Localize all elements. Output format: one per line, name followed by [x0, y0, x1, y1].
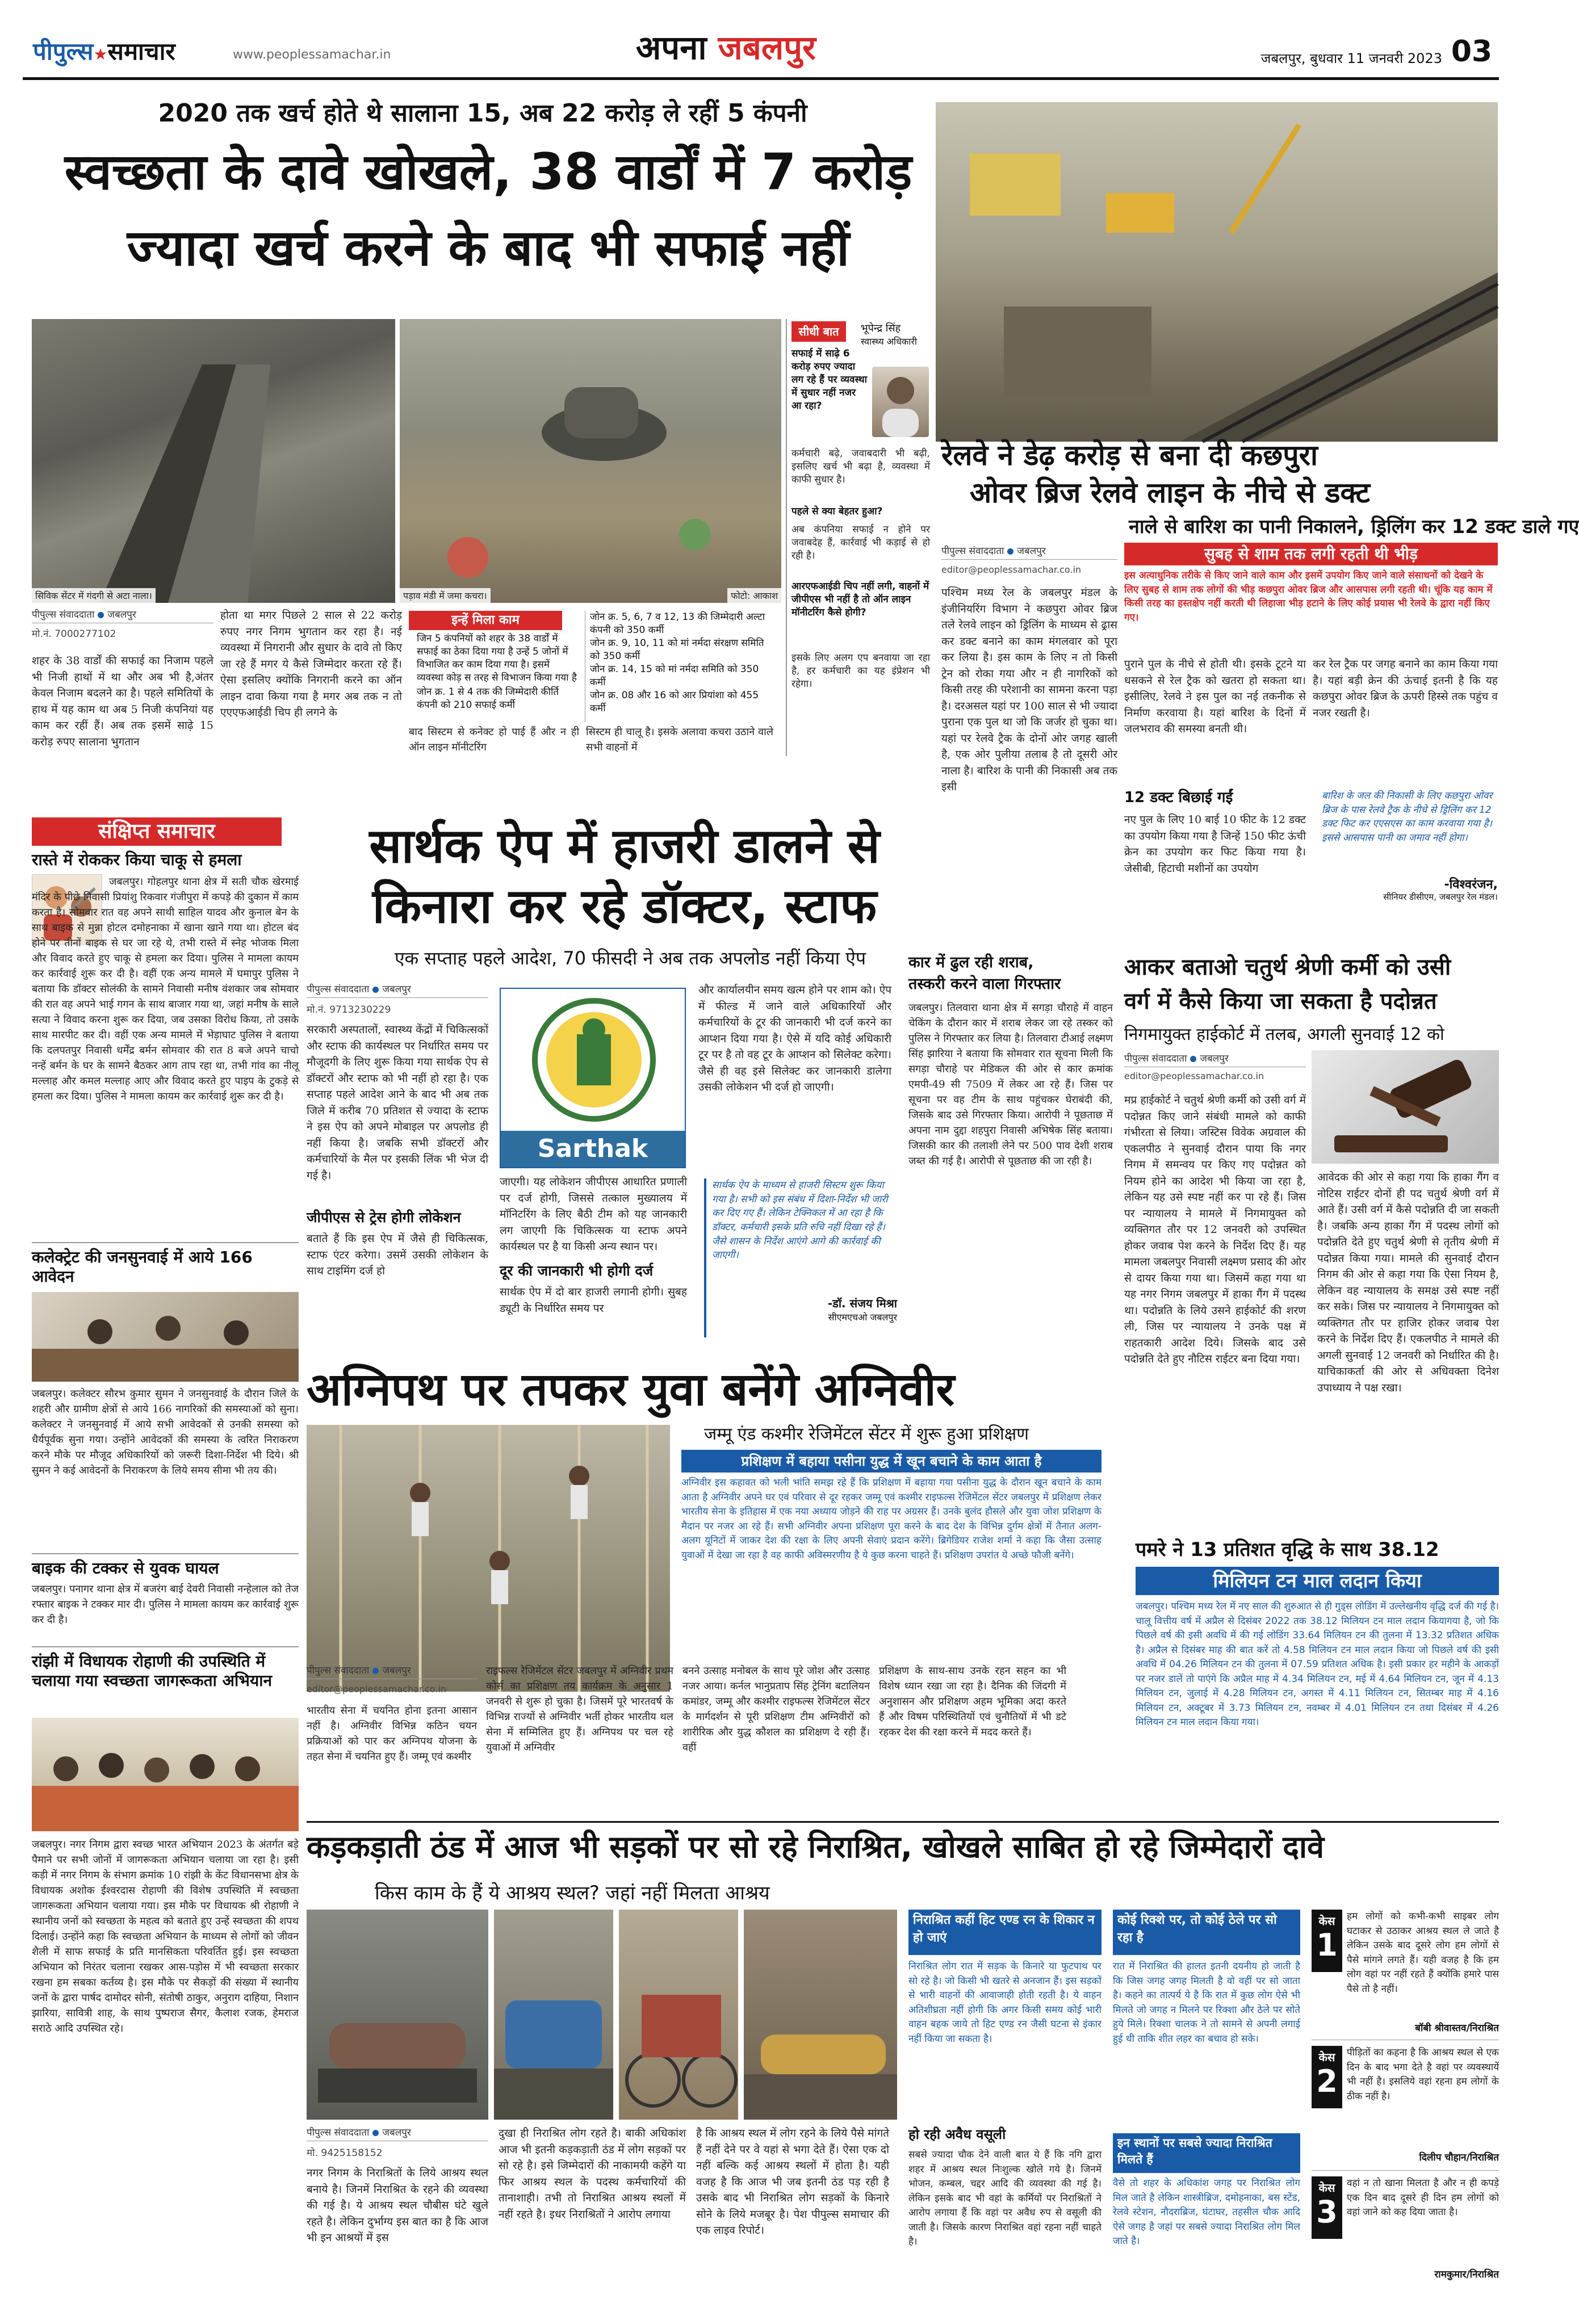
agnipath-story	[307, 1362, 1124, 1692]
gavel-icon	[1312, 1050, 1499, 1164]
logo-word-1: पीपुल्स	[33, 37, 94, 65]
case-1-name: बॉबी श्रीवास्तव/निराश्रित	[1415, 2023, 1499, 2034]
sleeping-person-illustration	[307, 1910, 488, 2120]
byline	[32, 607, 213, 623]
case-1-text: हम लोगों को कभी-कभी साइबर लोग घटाकर से उठाकर आश्रय स्थल ले जाते है लेकिन उसके बाद दूसरे लोग हम लोगों से पैसे मांगने लगते हैं। यही वजह है कि हम लोग वहां पर नहीं रहते हैं क्योंकि हमारे पास पैसे तो है नहीं।	[1347, 1911, 1499, 1995]
section-word-2: जबलपुर	[718, 28, 816, 67]
sanitation-story	[23, 85, 931, 817]
body-col-3: बाद सिस्टम से कनेक्ट हो पाई हैं और न ही ऑन लाइन मॉनीटरिंग	[409, 726, 579, 753]
court-subhead: निगमायुक्त हाईकोर्ट में तलब, अगली सुनवाई 12 को	[1124, 1025, 1444, 1044]
kicker: 2020 तक खर्च होते थे सालाना 15, अब 22 करोड़ ले रहीं 5 कंपनी	[158, 99, 807, 128]
byline-city: जबलपुर	[107, 609, 136, 620]
brief-b3: जबलपुर। पनागर थाना क्षेत्र में बजरंग बाई देवरी निवासी नन्हेलाल को तेज रफ्तार बाइक ने टक्कर मार दी। पुलिस ने मामला कायम कर कार्रवाई शुरू कर दी है।	[32, 1583, 299, 1626]
official-name: भूपेन्द्र सिंह	[861, 322, 901, 334]
sarthak-byline	[307, 982, 488, 998]
person-icon	[872, 367, 929, 437]
dateline: जबलपुर, बुधवार 11 जनवरी 2023	[1260, 51, 1442, 66]
liquor-body: जबलपुर। तिलवारा थाना क्षेत्र में सगड़ा चौराहे में वाहन चेकिंग के दौरान कार में शराब लेकर जा रहे तस्कर को पुलिस ने गिरफ्तार कर लिया है। तिलवारा टीआई लक्ष्मण सिंह झारिया ने बताया कि सोमवार रात सूचना मिली कि सगड़ा चौराहे पर मेडिकल की ओर से कार क्रमांक एमपी-49 सी 7509 में लेकर आ रहे हैं। जिस पर सूचना पर वह टीम के साथ पहुंचकर घेराबंदी की, जिसके बाद उसे गिरफ्तार किया। आरोपी ने पूछताछ में अपना नाम दुद्दा शहपुरा निवासी अभिषेक सिंह बताया। जिसकी कार की तलाशी लेने पर 500 पाव देशी शराब जब्त की गई है। आरोपी से पूछताछ की जा रही है।	[908, 1002, 1113, 1167]
logo	[33, 37, 237, 66]
page-number: 03	[1451, 35, 1493, 69]
byline-dot-icon	[372, 1668, 379, 1674]
byline-name: पीपुल्स संवाददाता	[32, 609, 95, 620]
case-3-name: रामकुमार/निराश्रित	[1434, 2269, 1499, 2280]
rail-subhead-2: 12 डक्ट बिछाई गईं	[1124, 789, 1233, 806]
brief-b1: जबलपुर। गोहलपुर थाना क्षेत्र में सती चौक खेरमाई मंदिर के पीछे निवासी प्रियांशु रिकवार गंजीपुरा में कपड़े की दुकान में काम करता है। सोमवार रात वह अपने साथी साहिल यादव और कुनाल बेन के साथ बाइक से मुन्ना होटल दमोहनाका में खाना खाने गया था। होटल बंद होने पर तीनों बाइक से घर जा रहे थे, तभी रास्ते में स्नेह भोजक मिला और विवाद करते हुए चाकू से हमला कर दिया। पुलिस ने मामला कायम कर कार्रवाई शुरू कर दी है। वहीं एक अन्य मामले में घमापुर पुलिस ने बताया कि डॉक्टर सोलंकी के सामने निवासी मनीष वंशकार जब सोमवार की रात वह अपने भाई गगन के साथ बाजार गया था, जहां मनीष के साले सत्या ने विवाद करना शुरू कर दिया, जब उसका विरोध किया, तो उसके साथ मारपीट कर दी। वहीं एक अन्य मामले में भेड़ाघाट पुलिस ने बताया कि दलपतपुर निवासी धर्मेंद्र बर्मन सोमवार की रात 8 बजे अपने चाचो नन्हें बर्मन के घर के सामने बैठकर आग ताप रहा था, तभी गांव का नीलू मल्लाह और कमल मल्लाह आए और विवाद करते हुए पाइप के टुकड़े से हमला कर दिया। पुलिस ने मामला कायम कर कार्रवाई शुरू कर दी है।	[32, 876, 299, 1102]
side1-sub: हो रही अवैध वसूली	[908, 2126, 1006, 2142]
sarthak-logo	[500, 988, 686, 1168]
agnipath-bluebar: प्रशिक्षण में बहाया पसीना युद्ध में खून बचाने के काम आता है	[681, 1450, 1101, 1473]
agnipath-subhead: जम्मू एंड कश्मीर रेजिमेंटल सेंटर में शुरू हुआ प्रशिक्षण	[704, 1424, 1029, 1444]
rail-subhead: नाले से बारिश का पानी निकालने, ड्रिलिंग कर 12 डक्ट डाले गए	[1129, 515, 1579, 538]
case-3	[1312, 2176, 1499, 2301]
agnipath-intro: अग्निवीर इस कहावत को भली भांति समझ रहे हैं कि प्रशिक्षण में बहाया गया पसीना युद्ध के दौरान खून बचाने के काम आता है अग्निवीर अपने घर एवं परिवार से दूर रहकर जम्मू एवं कश्मीर राइफल्स रेजिमेंटल सेंटर जबलपुर में प्रशिक्षण लेकर भारतीय सेना के इतिहास में एक नया अध्याय जोड़ने की राह पर अग्रसर हैं। उनके बुलंद हौसले और युवा जोश प्रशिक्षण के मैदान पर नजर आ रहे हैं। सभी अग्निवीर अपना प्रशिक्षण पूरा करने के बाद देश के विभिन्न दुर्गम क्षेत्रों में तैनात अलग-अलग यूनिटों में जाकर देश की रक्षा के लिए अपनी सेवाएं प्रदान करेंगे। ब्रिगेडियर राजेश शर्मा ने कहा कि जैसा उत्साह युवाओं में देखा जा रहा है वह काफी अविस्मरणीय है ये कुछ करना चाहते हैं। प्रशिक्षण उपरांत ये अच्छे फौजी बनेंगे।	[681, 1477, 1101, 1561]
cold-rule	[307, 1821, 1499, 1823]
brief-photo-collectorate	[32, 1292, 299, 1382]
side2-body-2: वैसे तो शहर के अधिकांश जगह पर निराश्रित लोग मिल जाते है लेकिन शास्त्रीब्रिज, दमोहनाका, बस स्टेंड, रेलवे स्टेशन, नौदराब्रिज, घंटाघर, तहसील चौक आदि ऐसे जगह है जहां पर सबसे ज्यादा निराश्रित लोग मिल जाते है।	[1113, 2178, 1300, 2247]
liquor-headline-1: कार में ढुल रही शराब,	[908, 954, 1034, 971]
sarthak-col-3: और कार्यालयीन समय खत्म होने पर शाम को। ऐप में फील्ड में जाने वाले अधिकारियों और कर्मचारियों के टूर की जानकारी भी दर्ज करने का आप्शन दिया गया है। ऐसे में यदि कोई अधिकारी टूर पर है तो वह टूर के आप्शन को सिलेक्ट करेगा। जैसे ही वह इसे सिलेक्ट कर जानकारी डालेगा उसकी लोकेशन भी दर्ज हो जाएगी।	[698, 984, 891, 1093]
railway-illustration	[936, 102, 1498, 442]
body-col-4: सिस्टम ही चालू है। इसके अलावा कचरा उठाने वाले सभी वाहनों में	[586, 726, 773, 753]
byline-dot-icon	[98, 612, 104, 618]
case-number: 3	[1316, 2194, 1338, 2230]
rail-headline-2: ओवर ब्रिज रेलवे लाइन के नीचे से डक्ट	[970, 476, 1370, 509]
brief-b2: जबलपुर। कलेक्टर सौरभ कुमार सुमन ने जनसुनवाई के दौरान जिले के शहरी और ग्रामीण क्षेत्रों से आये 166 नागरिकों की समस्याओं को सुना। कलेक्टर ने जनसुनवाई में आये सभी आवेदकों से उनकी समस्या को धैर्यपूर्वक सुना गया। उन्होंने आवेदकों की समस्या के त्वरित निराकरण करने मौके पर मौजूद अधिकारियों को जरूरी दिशा-निर्देश भी दिये। श्री सुमन ने कई आवेदनों के निराकरण के लिये समय सीमा भी तय की।	[32, 1388, 299, 1476]
headline-line-2: ज्यादा खर्च करने के बाद भी सफाई नहीं	[127, 219, 850, 277]
rail-body-col-3: कर रेल ट्रैक पर जगह बनाने का काम किया गया है। यहां बड़ी क्रेन की ऊंचाई इतनी है कि यह कछपुरा ओवर ब्रिज के ऊपरी हिस्से तक पहुंच व नजर रखती है।	[1313, 658, 1498, 719]
case-3-badge	[1312, 2176, 1342, 2239]
official-role: स्वास्थ्य अधिकारी	[861, 336, 918, 347]
case-label: केस	[1318, 2050, 1335, 2064]
brief-h4: रांझी में विधायक रोहाणी की उपस्थिति में चलाया गया स्वच्छता जागरूकता अभियान	[32, 1652, 272, 1690]
brief-divider-1	[32, 1242, 299, 1243]
cold-photo-1	[307, 1910, 488, 2120]
question-2: पहले से क्या बेहतर हुआ?	[791, 506, 883, 517]
railway-duct-story	[936, 85, 1579, 908]
question-3: आरएफआईडी चिप नहीं लगी, वाहनों में जीपीएस भी नहीं है तो ऑन लाइन मॉनीटरिंग कैसे होगी?	[791, 581, 929, 618]
agnipath-col-3: बनने उत्साह मनोबल के साथ पूरे जोश और उत्साह नजर आया। कर्नल भानुप्रताप सिंह ट्रेनिंग बटालियन कमांडर, जम्मू और कश्मीर राइफल्स रेजिमेंटल सेंटर के मार्गदर्शन से पूरी प्रशिक्षण टीम अग्निवीरों को शारीरिक और युद्ध कौशल का प्रशिक्षण दे रही हैं। वहीं	[682, 1665, 870, 1754]
court-email[interactable]: editor@peoplessamachar.co.in	[1124, 1071, 1264, 1081]
cold-photo-4	[744, 1910, 897, 2120]
rail-headline-1: रेलवे ने डेढ़ करोड़ से बना दी कछपुरा	[941, 439, 1318, 472]
garbage-illustration	[400, 319, 781, 603]
brief-divider-2	[32, 1553, 299, 1554]
byline-name: पीपुल्स संवाददाता	[941, 546, 1004, 557]
side2-title: कोई रिक्शे पर, तो कोई ठेले पर सो रहा है	[1113, 1910, 1300, 1955]
cold-photo-3	[619, 1910, 738, 2120]
body-col-1: शहर के 38 वार्डों की सफाई का निजाम पहले भी निजी हाथों में था और अब भी है,अंतर केवल निजाम बदलने का है। पहले समितियों के हाथ में यह काम था अब 5 निजी कंपनियां यह काम कर रहीं हैं। अब तक इसमें साढ़े 15 करोड़ रुपए सालाना भुगतान	[32, 655, 213, 748]
byline-dot-icon	[372, 987, 379, 993]
rail-redbar: सुबह से शाम तक लगी रहती थी भीड़	[1124, 543, 1498, 565]
answer-2: अब कंपनिया सफाई न होने पर जवाबदेह हैं, कार्रवाई भी कड़ाई से हो रही है।	[791, 524, 930, 561]
rope-climb-illustration	[307, 1425, 670, 1692]
photo-garbage	[400, 319, 781, 603]
cold-byline	[307, 2125, 488, 2141]
brief-divider-3	[32, 1646, 299, 1647]
cold-story	[307, 1824, 1499, 2313]
byline-city: जबलपुर	[382, 2127, 411, 2138]
agnipath-byline	[307, 1663, 477, 1679]
court-body-2: आवेदक की ओर से कहा गया कि हाका गैंग व नोटिस राईटर दोनों ही पद चतुर्थ श्रेणी वर्ग में आते हैं। उसी वर्ग में कैसे पदोन्नति दी जा सकती है। जबकि अन्य हाका गैंग में पदस्थ लोगों को पदोन्नति देते हुए चतुर्थ श्रेणी से तृतीय श्रेणी में पदोन्नत किया गया। मामले की सुनवाई दौरान निगम की ओर से कहा गया कि ऐसा नियम है, लेकिन वह न्यायालय के समक्ष उसे स्पष्ट नहीं कर सके। जिस पर न्यायालय ने निगमायुक्त को व्यक्तिगत तौर पर हाजिर होकर जवाब पेश करने के निर्देश दिए हैं। एकलपीठ ने मामले की अगली सुनवाई 12 जनवरी को निर्धारित की है। याचिकाकर्ता की ओर से अधिवक्ता दिनेश उपाध्याय ने पक्ष रखा।	[1317, 1171, 1499, 1394]
sarthak-mobile: मो.नं. 9713230229	[307, 1004, 391, 1016]
headline-line-1: स्वच्छता के दावे खोखले, 38 वार्डों में 7 करोड़	[64, 142, 912, 201]
info-list-1	[409, 632, 579, 722]
info-box-title: इन्हें मिला काम	[409, 611, 562, 630]
brief-title: संक्षिप्त समाचार	[32, 817, 282, 846]
sarthak-quote-role: सीएमएचओ जबलपुर	[828, 1312, 897, 1323]
byline-city: जबलपुर	[382, 1665, 411, 1676]
freight-headline-2: मिलियन टन माल लदान किया	[1136, 1567, 1499, 1595]
case-number: 1	[1316, 1927, 1338, 1963]
sarthak-headline-2: किनारा कर रहे डॉक्टर, स्टाफ	[372, 878, 877, 934]
sarthak-quote-name: -डॉ. संजय मिश्रा	[827, 1297, 897, 1310]
site-url[interactable]: www.peoplessamachar.in	[233, 48, 391, 62]
cold-mobile: मो. 9425158152	[307, 2147, 383, 2159]
seedhi-baat-box	[786, 319, 931, 756]
byline-name: पीपुल्स संवाददाता	[307, 2127, 370, 2138]
court-headline-2: वर्ग में कैसे किया जा सकता है पदोन्नत	[1124, 988, 1437, 1014]
masthead	[0, 0, 1521, 79]
cold-headline: कड़कड़ाती ठंड में आज भी सड़कों पर सो रहे निराश्रित, खोखले साबित हो रहे जिम्मेदारों दावे	[307, 1829, 1324, 1865]
rail-body-col-4: नए पुल के लिए 10 बाई 10 फीट के 12 डक्ट का उपयोग किया गया है जिन्हें 150 फीट ऊंची क्रेन का उपयोग कर फिट किया गया है। जेसीबी, हिटाची मशीनों का उपयोग	[1124, 813, 1306, 875]
case-2-badge	[1312, 2046, 1342, 2108]
photo1-caption: सिविक सेंटर में गंदगी से अटा नाला।	[32, 588, 156, 603]
blanket-illustration	[494, 1910, 613, 2120]
brief-news-column	[23, 817, 301, 2305]
gavel-illustration	[1312, 1050, 1499, 1164]
meeting-illustration	[32, 1292, 299, 1382]
brief-h1: रास्ते में रोककर किया चाकू से हमला	[32, 850, 242, 869]
sarthak-subhead: एक सप्ताह पहले आदेश, 70 फीसदी ने अब तक अपलोड नहीं किया ऐप	[394, 947, 866, 969]
masthead-rule	[23, 77, 1499, 80]
byline-dot-icon	[1190, 1056, 1196, 1062]
rail-body-col-1: पश्चिम मध्य रेल के जबलपुर मंडल के इंजीनियरिंग विभाग ने कछपुरा ओवर ब्रिज तले रेलवे लाइन को ड्रिलिंग के माध्यम से ढ्रास कर डक्ट बनाने का काम मंगलवार को पूरा कर लिया है। इस काम के लिए न तो किसी ट्रेन को रोका गया और न ही नागरिकों को किसी तरह की परेशानी का सामना करना पड़ा है। दरअसल यहां पर 100 साल से भी ज्यादा पुराना एक पुल था जो कि जर्जर हो चुका था। यहां पर रेलवे ट्रैक के दोनों ओर जगह खाली है, एक ओर पुलीया तलाब है तो दूसरी ओर नाला है। बारिश के पानी की निकासी अब तक इसी	[941, 586, 1117, 793]
photo-drain	[32, 319, 395, 603]
byline-name: पीपुल्स संवाददाता	[1124, 1053, 1187, 1064]
case-2	[1312, 2046, 1499, 2171]
photo2-caption: पड़ाव मंडी में जमा कचरा।	[400, 588, 491, 603]
crowd-illustration	[32, 1718, 299, 1831]
case-3-text: वहां न तो खाना मिलता है और न ही कपड़े एक दिन बाद दूसरे ही दिन हम लोगों को वहां जाने को कह दिया जाता है।	[1347, 2178, 1499, 2218]
sarthak-emblem-icon	[501, 989, 687, 1131]
sarthak-headline-1: सार्थक ऐप में हाजरी डालने से	[369, 818, 880, 874]
info-item: जोन क्र. 1 से 4 तक की जिम्मेदारी कीर्ति कंपनी को 210 सफाई कर्मी	[417, 686, 559, 711]
section-title	[636, 28, 931, 74]
rail-quote-role: सीनियर डीसीएम, जबलपुर रेल मंडल।	[1383, 892, 1498, 902]
reporter-mobile: मो.नं. 7000277102	[32, 628, 116, 640]
court-body-1: मप्र हाईकोर्ट ने चतुर्थ श्रेणी कर्मी को उसी वर्ग में पदोन्नत किए जाने संबंधी मामले को काफी गंभीरता से लिया। जस्टिस विवेक अग्रवाल की एकलपीठ ने सुनवाई दौरान पाया कि नगर निगम में समन्वय पर किए गए पदोन्नत को नियम होने का आदेश भी किया जा रहा है, लेकिन यह उसे स्पष्ट नहीं कर पा रहे हैं। जिस पर न्यायालय ने मामले में निगमायुक्त को व्यक्तिगत तौर पर 12 जनवरी को उपस्थित होकर जवाब पेश करने के निर्देश दिए हैं। यह मामला जबलपुर निवासी लक्ष्मण प्रसाद की ओर से दायर किया गया था। जिसमें कहा गया था यह नगर निगम जबलपुर में हाका गैंग में पदस्थ था। पदोन्नति के लिये उसने हाईकोर्ट की शरण ली, जिस पर न्यायालय ने उनके पक्ष में राहतकारी आदेश दिये। जिसके बाद उसे पदोन्नति देते हुए नौटिस राईटर बना दिया गया।	[1124, 1094, 1306, 1365]
cold-side-2	[1113, 1910, 1300, 2307]
official-photo	[872, 367, 929, 437]
rail-freight-story	[1136, 1538, 1499, 1805]
sarthak-sub-2: दूर की जानकारी भी होगी दर्ज	[500, 1262, 654, 1279]
rail-red-intro: इस अत्याधुनिक तरीके से किए जाने वाले काम और इसमें उपयोग किए जाने वाले संसाधनों को देखने के लिए सुबह से शाम तक लोगों की भीड़ कछपुरा ओवर ब्रिज और आसपास लगी रहती थी। चूंकि यह काम में किसी तरह का हस्तक्षेप नहीं करती थी लिहाजा भीड़ हटाने के लिए कोई प्रयास भी रेलवे के द्वारा नहीं किए गए।	[1124, 570, 1493, 623]
byline-name: पीपुल्स संवाददाता	[307, 984, 370, 995]
cold-subhead: किस काम के हैं ये आश्रय स्थल? जहां नहीं मिलता आश्रय	[375, 1882, 770, 1904]
info-item: जिन 5 कंपनियों को शहर के 38 वार्डों में सफाई का ठेका दिया गया है उन्हें 5 जोनों में विभाजित कर काम दिया गया है। इसमें व्यवस्था कोड़ स तरह से विभाजन किया गया है	[417, 633, 577, 683]
byline-dot-icon	[372, 2130, 379, 2136]
logo-word-2: समाचार	[107, 37, 175, 65]
sarthak-col-2b: सार्थक ऐप में दो बार हाजरी लगानी होगी। सुबह ड्यूटी के निर्धारित समय पर	[500, 1286, 687, 1315]
cold-col-3: है कि आश्रय स्थल में लोग रहने के लिये पैसे मांगते हैं नहीं देने पर वे यहां से भगा देते हैं। ऐसा एक दो नहीं बल्कि कई आश्रय स्थलों में होता है। यही वजह है कि आज भी जब इतनी ठंड पड़ रही है उसके बाद भी निराश्रित लोग सड़कों के किनारे सोने के लिये मजबूर है। पेश पीपुल्स समाचार की एक लाइव रिपोर्ट।	[696, 2127, 889, 2237]
rail-email[interactable]: editor@peoplessamachar.co.in	[941, 564, 1082, 575]
case-1-badge	[1312, 1910, 1342, 1972]
cold-photo-2	[494, 1910, 613, 2120]
case-label: केस	[1318, 2181, 1335, 2195]
brief-h3: बाइक की टक्कर से युवक घायल	[32, 1559, 219, 1578]
info-list-2	[585, 611, 767, 722]
side1-title: निराश्रित कहीं हिट एण्ड रन के शिकार न हो जाएं	[908, 1910, 1101, 1955]
liquor-headline-2: तस्करी करने वाला गिरफ्तार	[908, 975, 1061, 993]
info-item: जोन क्र. 08 और 16 को आर प्रियांशा को 455 कर्मी	[590, 689, 759, 714]
question-1: सफाई में साढ़े 6 करोड़ रुपए ज्यादा लग रहे हैं पर व्यवस्था में सुधार नहीं नजर आ रहा?	[791, 348, 868, 412]
side1-body-2: सबसे ज्यादा चौक देने वाली बात ये हैं कि नगि द्वारा शहर में आश्रय स्थल निःशुल्क खोले गये है। जिनमें भोजन, कम्बल, चद्दर आदि की व्यवस्था की गई है। लेकिन इसके बाद भी वहां के कर्मियों पर निराश्रितों ने आरोप लगाया हैं कि वहां पर अवैध रुप से वसूली की जाती है। जिसके कारण निराश्रित वहां रहना नहीं चाहते है।	[908, 2149, 1101, 2247]
side2-sub: इन स्थानों पर सबसे ज्यादा निराश्रित मिलते हैं	[1113, 2133, 1300, 2173]
sarthak-logo-text: Sarthak	[501, 1131, 685, 1167]
court-headline-1: आकर बताओ चतुर्थ श्रेणी कर्मी को उसी	[1124, 954, 1451, 980]
sarthak-col-1b: बताते हैं कि इस ऐप में जैसे ही चिकित्सक, स्टाफ एंटर करेगा। उसमें उसकी लोकेशन के साथ टाइमिंग दर्ज हो	[307, 1232, 488, 1277]
byline-dot-icon	[1007, 548, 1013, 555]
pavement-sleeper-illustration	[744, 1910, 897, 2120]
cold-photos	[307, 1910, 897, 2120]
body-col-2: होता था मगर पिछले 2 साल से 22 करोड़ रुपए नगर निगम भुगतान कर रहा है। नई व्यवस्था में निगरानी और सुधार के दावे तो किए जा रहे हैं मगर ये कैसे जिम्मेदार करता रहे हैं। ऐसा इसलिए क्योंकि निगरानी करने का ऑन लाइन दावा किया गया है मगर अब तक न तो एएएफआईडी चिप ही लगने के	[220, 609, 402, 719]
photo2-credit: फोटो: आकाश	[727, 588, 781, 603]
rail-byline	[941, 544, 1117, 560]
answer-1: कर्मचारी बढ़े, जवाबदारी भी बढ़ी, इसलिए खर्च भी बढ़ा है, व्यवस्था में काफी सुधार है।	[791, 448, 930, 485]
brief-b4: जबलपुर। नगर निगम द्वारा स्वच्छ भारत अभियान 2023 के अंतर्गत बड़े पैमाने पर सभी जोनों में जागरूकता अभियान चलाया जा रहा है। इसी कड़ी में नगर निगम के संभाग क्रमांक 10 रांझी के केंट विधानसभा क्षेत्र के विधायक अशोक ईश्वरदास रोहाणी की विशेष उपस्थिति में स्वच्छता जागरूकता अभियान चलाया गया। इस मौके पर विधायक श्री रोहाणी ने स्थानीय जनों को स्वच्छता के महत्व को बताते हुए उन्हें स्वच्छता की शपथ दिलाई। उन्होंने कहा कि स्वच्छता अभियान के माध्यम से लोगों को जीवन शैली में साफ सफाई के प्रति मानसिकता परिवर्तित हुई। इस स्वच्छता अभियान को निरंतर चलाना रखकर आस-पड़ोस में भी स्वच्छता सरकार रखना हम सबका कर्तव्य है। इस मौके पर सैकड़ों की संख्या में स्थानीय जनों के द्वारा पार्षद दामोदर सोनी, संतोषी ठाकुर, अनुराग दाहिया, निशान झारिया, सावित्री शाह, के साथ पुष्पराज सैगर, कैलाश रजक, हेमराज सराठे आदि उपस्थित रहे।	[32, 1839, 299, 2034]
rail-body-col-2: पुराने पुल के नीचे से होती थी। इसके टूटने या धसकने से रेल ट्रैक को खतरा हो सकता था। इसीलिए, रेलवे ने इस पुल का नई तकनीक से निर्माण करवाया है। यहां बारिश के दिनों में जलभराव की समस्या बनती थी।	[1124, 658, 1306, 735]
section-word-1: अपना	[636, 28, 707, 67]
side2-body: रात में निराश्रित की हालत इतनी दयनीय हो जाती है कि जिस जगह जगह मिलती है वो वहीं पर सो जाता है। कहने का तात्पर्य ये है कि रात में कुछ लोग ऐसे भी मिलते जो जगह न मिलने पर रिक्शा और ठेले पर सोते हुये मिले। रिक्शा चालक ने तो सामने से अपनी लगाई हुई थी ताकि शीत लहर का बचाव हो सके।	[1113, 1961, 1300, 2045]
sarthak-col-2: जाएगी। यह लोकेशन जीपीएस आधारित प्रणाली पर दर्ज होगी, जिससे तत्काल मुख्यालय में मॉनिटरिंग के लिए बैठी टीम को यह जानकारी लग जाएगी कि चिकित्सक या स्टाफ अपने कार्यस्थल पर है या किसी अन्य स्थान पर।	[500, 1176, 687, 1253]
cold-col-1: नगर निगम के निराश्रितों के लिये आश्रय स्थल बनाये है। जिनमें निराश्रित के रहने की व्यवस्था की गई है। ये आश्रय स्थल चौबीस घंटे खुले रहते है। लेकिन दुर्भाग्य इस बात का है कि आज भी इन आश्रयों में इस	[307, 2167, 488, 2244]
sarthak-story	[307, 817, 931, 1357]
agnipath-col-1: भारतीय सेना में चयनित होना इतना आसान नहीं है। अग्निवीर विभिन्न कठिन चयन प्रक्रियाओं को पार कर अग्निपथ योजना के तहत सेना में चयनित हुए हैं। जम्मू एवं कश्मीर	[307, 1705, 477, 1763]
court-story	[1124, 954, 1499, 1533]
agnipath-email[interactable]: editor@peoplessamachar.co.in	[307, 1684, 447, 1694]
sarthak-quote: सार्थक ऐप के माध्यम से हाजरी सिस्टम शुरू किया गया है। सभी को इस संबंध में दिशा-निर्देश भी जारी कर दिए गए हैं। लेकिन टेक्निकल में आ रहा है कि डॉक्टर, कर्मचारी इसके प्रति रुचि नहीं दिखा रहे हैं। जैसे शासन के निर्देश आएंगे आगे की कार्रवाई की जाएगी।	[712, 1180, 888, 1261]
info-item: जोन क्र. 5, 6, 7 व 12, 13 की जिम्मेदारी अल्टा कंपनी को 350 कर्मी	[590, 611, 765, 636]
sarthak-sub-1: जीपीएस से ट्रेस होगी लोकेशन	[307, 1209, 461, 1226]
sarthak-quote-box	[704, 1178, 897, 1337]
freight-headline-1: पमरे ने 13 प्रतिशत वृद्धि के साथ 38.12	[1136, 1538, 1439, 1561]
info-item: जोन क्र. 14, 15 को मां नर्मदा समिति को 350 कर्मी	[590, 663, 759, 688]
cold-col-2: दुखा ही निराश्रित लोग रहते है। बाकी अधिकांश आज भी इतनी कड़कड़ाती ठंड में लोग सड़कों पर सो रहे है। इसे जिम्मेदारों की नाकामयी कहेंगे या फिर आश्रय स्थल के पदस्थ कर्मचारियों की तानाशाही। तभी तो निराश्रित आश्रय स्थलों में नहीं रहते है। इधर निराश्रितों ने आरोप लगाया	[499, 2127, 686, 2221]
agnipath-photo	[307, 1425, 670, 1692]
rail-quote: बारिश के जल की निकासी के लिए कछपुरा ओवर ब्रिज के पास रेलवे ट्रैक के नीचे से ड्रिलिंग कर 12 डक्ट फिट कर एएसएस का काम करवाया गया है। इससे आसपास पानी का जमाव नहीं होगा।	[1322, 790, 1493, 844]
case-2-name: दिलीप चौहान/निराश्रित	[1419, 2152, 1499, 2163]
seedhi-tag: सीधी बात	[791, 321, 846, 342]
agnipath-col-4: प्रशिक्षण के साथ-साथ उनके रहन सहन का भी विशेष ध्यान रखा जा रहा है। दैनिक की जिंदगी में अनुशासन और प्रशिक्षण अहम भूमिका अदा करते हैं और विषम परिस्थितियों एवं चुनौतियों में भी डटे रहकर देश की रक्षा करने में मदद करते हैं।	[879, 1665, 1066, 1738]
court-byline	[1124, 1051, 1306, 1067]
byline-city: जबलपुर	[1200, 1053, 1229, 1064]
agnipath-col-2: राइफल्स रेजिमेंटल सेंटर जबलपुर में अग्निवीर प्रथम कोर्स का प्रशिक्षण तय कार्यक्रम के अनुसार 1 जनवरी से शुरू हो चुका है। जिसमें पूरे भारतवर्ष के विभिन्न राज्यों से अग्निवीर भर्ती होकर भारतीय थल सेना में सम्मिलित हुए हैं। अग्निपथ पर चल रहे युवाओं में अग्निवीर	[486, 1665, 673, 1754]
side1-body: निराश्रित लोग रात में सड़क के किनारे या फुटपाथ पर सो रहे है। जो किसी भी खतरे से अनजान हैं। इस सड़कों से भारी वाहनों की आवाजाही होती रहती है। ये वाहन अतिशीघ्रता नहीं होगी कि अगर किसी समय कोई भारी वाहन बहक जाये तो हिट एण्ड रन जैसी घटना से इंकार नहीं किया जा सकता है।	[908, 1961, 1101, 2045]
byline-name: पीपुल्स संवाददाता	[307, 1665, 370, 1676]
brief-h2: कलेक्ट्रेट की जनसुनवाई में आये 166 आवेदन	[32, 1248, 253, 1286]
case-1	[1312, 1910, 1499, 2040]
logo-star-icon: ★	[93, 45, 108, 64]
rail-quote-name: -विश्वरंजन,	[1444, 878, 1498, 892]
drain-illustration	[32, 319, 395, 603]
byline-city: जबलपुर	[1017, 546, 1046, 557]
sarthak-col-1: सरकारी अस्पतालों, स्वास्थ्य केंद्रों में चिकित्सकों और स्टाफ की कार्यस्थल पर निर्धारित समय पर मौजूदगी के लिए शुरू किया गया सार्थक ऐप से डॉक्टरों और स्टाफ को भी नहीं हो रहा है। एक सप्ताह पहले आदेश आने के बाद भी अब तक जिले में करीब 70 प्रतिशत से ज्यादा के स्टाफ ने इस ऐप को अपने मोबाइल पर अपलोड ही नहीं किया है। जबकि सभी डॉक्टरों और कर्मचारियों के मैल पर इसकी लिंक भी भेज दी गई है।	[307, 1023, 488, 1182]
agnipath-body	[307, 1663, 1124, 1822]
brief-photo-ranjhi	[32, 1718, 299, 1831]
rickshaw-illustration	[619, 1910, 738, 2120]
photo-railway-construction	[936, 102, 1498, 442]
case-number: 2	[1316, 2063, 1338, 2099]
info-item: जोन क्र. 9, 10, 11 को मां नर्मदा संरक्षण समिति को 350 कर्मी	[590, 637, 764, 662]
case-label: केस	[1318, 1914, 1335, 1928]
cold-side-1	[908, 1910, 1101, 2307]
case-2-text: पीड़ितों का कहना है कि आश्रय स्थल से एक दिन के बाद भगा देते है वहां पर व्यवस्थायें भी नहीं है। इसलिये वहां रहना हम लोगों के ठीक नहीं है।	[1347, 2047, 1499, 2102]
byline-city: जबलपुर	[382, 984, 411, 995]
agnipath-headline: अग्निपथ पर तपकर युवा बनेंगे अग्निवीर	[307, 1363, 955, 1416]
answer-3: इसके लिए अलग एप बनवाया जा रहा है, हर कर्मचारी का यह इंप्रेशन भी रहेगा।	[791, 652, 930, 690]
info-box	[409, 611, 772, 722]
cases-column	[1312, 1910, 1499, 2307]
freight-body: जबलपुर। पश्चिम मध्य रेल में नए साल की शुरुआत से ही गुड्स लोडिंग में उल्लेखनीय वृद्धि दर्ज की गई है। चालू वित्तीय वर्ष में अप्रैल से दिसंबर 2022 तक 38.12 मिलियन टन माल लदान कियागया है, जो कि पिछले वर्ष की इसी अवधि में की गई लोडिंग 33.64 मिलियन टन की तुलना में 13.32 प्रतिशत अधिक है। अप्रैल से दिसंबर माह की बात करें तो 4.58 मिलियन टन माल लदान किया जो पिछले वर्ष की इसी अवधि में 04.26 मिलियन टन की तुलना में 07.59 प्रतिशत अधिक है। इसी प्रकार हर महीने के आकड़ों पर नजर डालें तो पाएंगे कि अप्रैल माह में 4.34 मिलियन टन, मई में 4.64 मिलियन टन, जून में 4.13 मिलियन टन, जुलाई में 4.28 मिलियन टन, अगस्त में 4.11 मिलियन टन, सितम्बर माह में 4.16 मिलियन टन, अक्टूबर में 3.73 मिलियन टन, नवम्बर में 4.01 मिलियन टन तथा दिसंबर में 4.26 मिलियन टन माल लदान किया गया।	[1136, 1601, 1499, 1728]
